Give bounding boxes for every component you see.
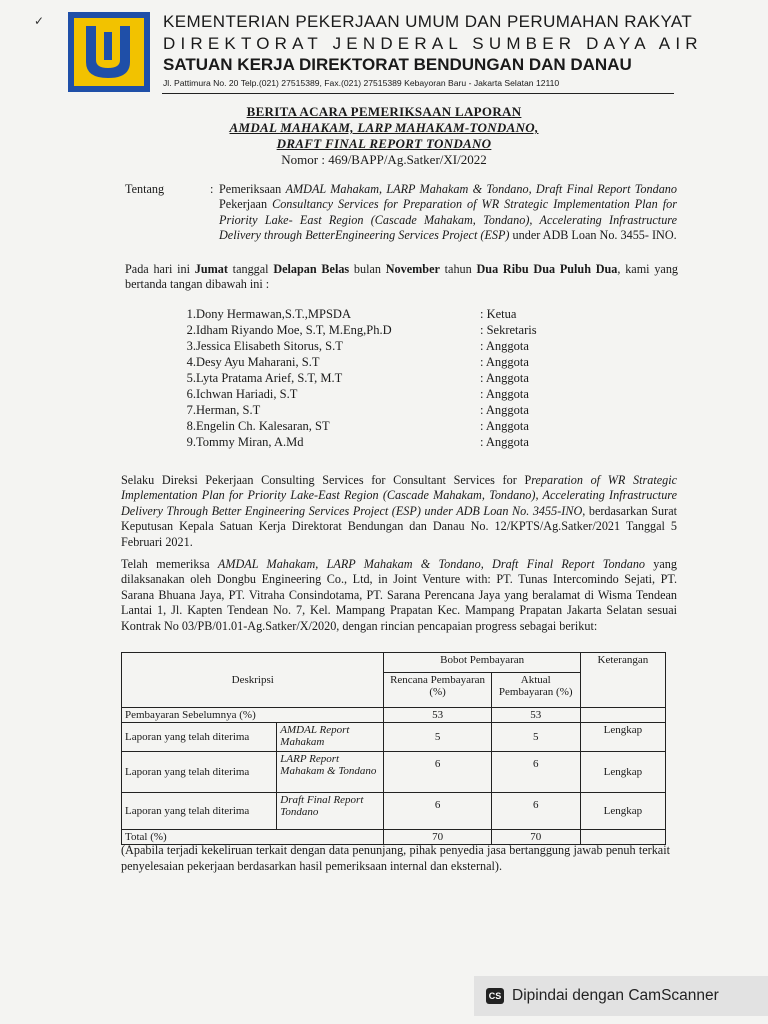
- member-role: : Anggota: [480, 387, 529, 401]
- member-role: : Anggota: [480, 419, 529, 433]
- cell-keterangan: Lengkap: [580, 723, 665, 752]
- cell-total-aktual: 70: [491, 830, 580, 845]
- member-name: Lyta Pratama Arief, S.T, M.T: [196, 371, 343, 385]
- tentang-text: Pemeriksaan AMDAL Mahakam, LARP Mahakam & Tondano, Draft Final Report Tondano Pekerjaan Consultancy Services for Preparation of WR Strategic Implementation Plan for Priority Lake- East Region (Cascade Mahakam, Tondano), Accelerating Infrastructure Delivery through BetterEngineering Services Project (ESP) under ADB Loan No. 3455- INO.: [219, 182, 677, 243]
- member-row: [176, 371, 636, 387]
- check-mark-scribble: ✓: [34, 14, 45, 28]
- header-rencana: Rencana Pembayaran (%): [384, 672, 491, 707]
- member-role: : Anggota: [480, 435, 529, 449]
- header-aktual: Aktual Pembayaran (%): [491, 672, 580, 707]
- cell-keterangan: Lengkap: [580, 752, 665, 793]
- table-row-prev: [122, 708, 666, 723]
- cell-prev-rencana: 53: [384, 708, 491, 723]
- header-divider: [162, 93, 674, 94]
- member-role: : Anggota: [480, 403, 529, 417]
- member-role: : Anggota: [480, 355, 529, 369]
- member-name: Herman, S.T: [196, 403, 261, 417]
- camscanner-watermark: [474, 976, 768, 1016]
- address-line: Jl. Pattimura No. 20 Telp.(021) 27515389, Fax.(021) 27515389 Kebayoran Baru - Jakarta Selatan 12110: [163, 78, 560, 88]
- cell-prev-ket: [580, 708, 665, 723]
- member-role: : Sekretaris: [480, 323, 537, 337]
- member-role: : Anggota: [480, 371, 529, 385]
- cell-label: Laporan yang telah diterima: [122, 723, 277, 752]
- camscanner-text: Dipindai dengan CamScanner: [512, 987, 719, 1004]
- member-number: 7.: [186, 403, 196, 417]
- doc-subtitle-1: AMDAL MAHAKAM, LARP MAHAKAM-TONDANO,: [229, 120, 539, 135]
- member-name: Engelin Ch. Kalesaran, ST: [196, 419, 330, 433]
- member-row: [176, 307, 636, 323]
- paragraph-direksi: Selaku Direksi Pekerjaan Consulting Services for Consultant Services for Preparation of WR Strategic Implementation Plan for Priority Lake-East Region (Cascade Mahakam, Tondano), Accelerating Infrastructure Delivery Through Better Engineering Services Project (ESP) under ADB Loan No. 3455-INO, berdasarkan Surat Keputusan Kepala Satuan Kerja Direktorat Bendungan dan Danau No. 12/KPTS/Ag.Satker/2021 Tanggal 5 Februari 2021.: [121, 473, 678, 549]
- doc-subtitle-2: DRAFT FINAL REPORT TONDANO: [276, 136, 492, 151]
- member-role: : Ketua: [480, 307, 517, 321]
- cell-prev-label: Pembayaran Sebelumnya (%): [122, 708, 384, 723]
- cell-total-rencana: 70: [384, 830, 491, 845]
- member-row: [176, 355, 636, 371]
- pupr-logo: [68, 12, 150, 92]
- intro-text: Pada hari ini Jumat tanggal Delapan Belas bulan November tahun Dua Ribu Dua Puluh Dua, kami yang bertanda tangan dibawah ini :: [125, 262, 679, 292]
- header-deskripsi: Deskripsi: [122, 653, 384, 708]
- cell-doc: LARP Report Mahakam & Tondano: [277, 752, 384, 793]
- member-number: 2.: [186, 323, 196, 337]
- table-row: [122, 793, 666, 830]
- paragraph-pemeriksaan: Telah memeriksa AMDAL Mahakam, LARP Mahakam & Tondano, Draft Final Report Tondano yang dilaksanakan oleh Dongbu Engineering Co., Ltd, in Joint Venture with: PT. Tunas Intercomindo Sejati, PT. Sarana Bhuana Jaya, PT. Vitraha Consindotama, PT. Sarana Perencana Jaya yang beralamat di Wisma Tendean Lantai 1, Jl. Kapten Tendean No. 7, Kel. Mampang Prapatan Kec. Mampang Prapatan Jakarta Selatan sesuai Kontrak No 03/PB/01.01-Ag.Satker/X/2020, dengan rincian pencapaian progress sebagai berikut:: [121, 557, 677, 633]
- table-row: [122, 752, 666, 793]
- member-name: Ichwan Hariadi, S.T: [196, 387, 298, 401]
- header-keterangan: Keterangan: [580, 653, 665, 708]
- member-name: Idham Riyando Moe, S.T, M.Eng,Ph.D: [196, 323, 392, 337]
- member-number: 6.: [186, 387, 196, 401]
- cell-rencana: 6: [384, 752, 491, 793]
- member-row: [176, 419, 636, 435]
- member-number: 1.: [186, 307, 196, 321]
- member-name: Dony Hermawan,S.T.,MPSDA: [196, 307, 351, 321]
- cell-label: Laporan yang telah diterima: [122, 793, 277, 830]
- ministry-name: KEMENTERIAN PEKERJAAN UMUM DAN PERUMAHAN RAKYAT: [163, 12, 693, 31]
- camscanner-logo-icon: CS: [486, 988, 504, 1004]
- member-row: [176, 435, 636, 451]
- progress-table: [121, 652, 666, 845]
- member-number: 5.: [186, 371, 196, 385]
- cell-rencana: 5: [384, 723, 491, 752]
- member-name: Jessica Elisabeth Sitorus, S.T: [196, 339, 343, 353]
- member-row: [176, 387, 636, 403]
- cell-total-label: Total (%): [122, 830, 384, 845]
- member-number: 8.: [186, 419, 196, 433]
- cell-label: Laporan yang telah diterima: [122, 752, 277, 793]
- doc-number: Nomor : 469/BAPP/Ag.Satker/XI/2022: [281, 152, 487, 167]
- member-number: 4.: [186, 355, 196, 369]
- tentang-colon: :: [210, 182, 214, 196]
- header-bobot: Bobot Pembayaran: [384, 653, 580, 673]
- member-name: Desy Ayu Maharani, S.T: [196, 355, 320, 369]
- member-number: 3.: [186, 339, 196, 353]
- member-row: [176, 339, 636, 355]
- member-number: 9.: [186, 435, 196, 449]
- cell-doc: Draft Final Report Tondano: [277, 793, 384, 830]
- footnote: (Apabila terjadi kekeliruan terkait dengan data penunjang, pihak penyedia jasa bertanggung jawab penuh terkait penyelesaian pekerjaan berdasarkan hasil pemeriksaan internal dan eksternal).: [121, 843, 670, 873]
- table-row: [122, 723, 666, 752]
- member-row: [176, 323, 636, 339]
- cell-aktual: 5: [491, 723, 580, 752]
- cell-aktual: 6: [491, 793, 580, 830]
- directorate-name: DIREKTORAT JENDERAL SUMBER DAYA AIR: [163, 34, 703, 53]
- member-role: : Anggota: [480, 339, 529, 353]
- member-name: Tommy Miran, A.Md: [196, 435, 304, 449]
- cell-prev-aktual: 53: [491, 708, 580, 723]
- cell-doc: AMDAL Report Mahakam: [277, 723, 384, 752]
- unit-name: SATUAN KERJA DIREKTORAT BENDUNGAN DAN DANAU: [163, 55, 632, 74]
- cell-aktual: 6: [491, 752, 580, 793]
- cell-keterangan: Lengkap: [580, 793, 665, 830]
- cell-rencana: 6: [384, 793, 491, 830]
- member-row: [176, 403, 636, 419]
- tentang-label: Tentang: [125, 182, 165, 196]
- doc-title: BERITA ACARA PEMERIKSAAN LAPORAN: [246, 104, 522, 119]
